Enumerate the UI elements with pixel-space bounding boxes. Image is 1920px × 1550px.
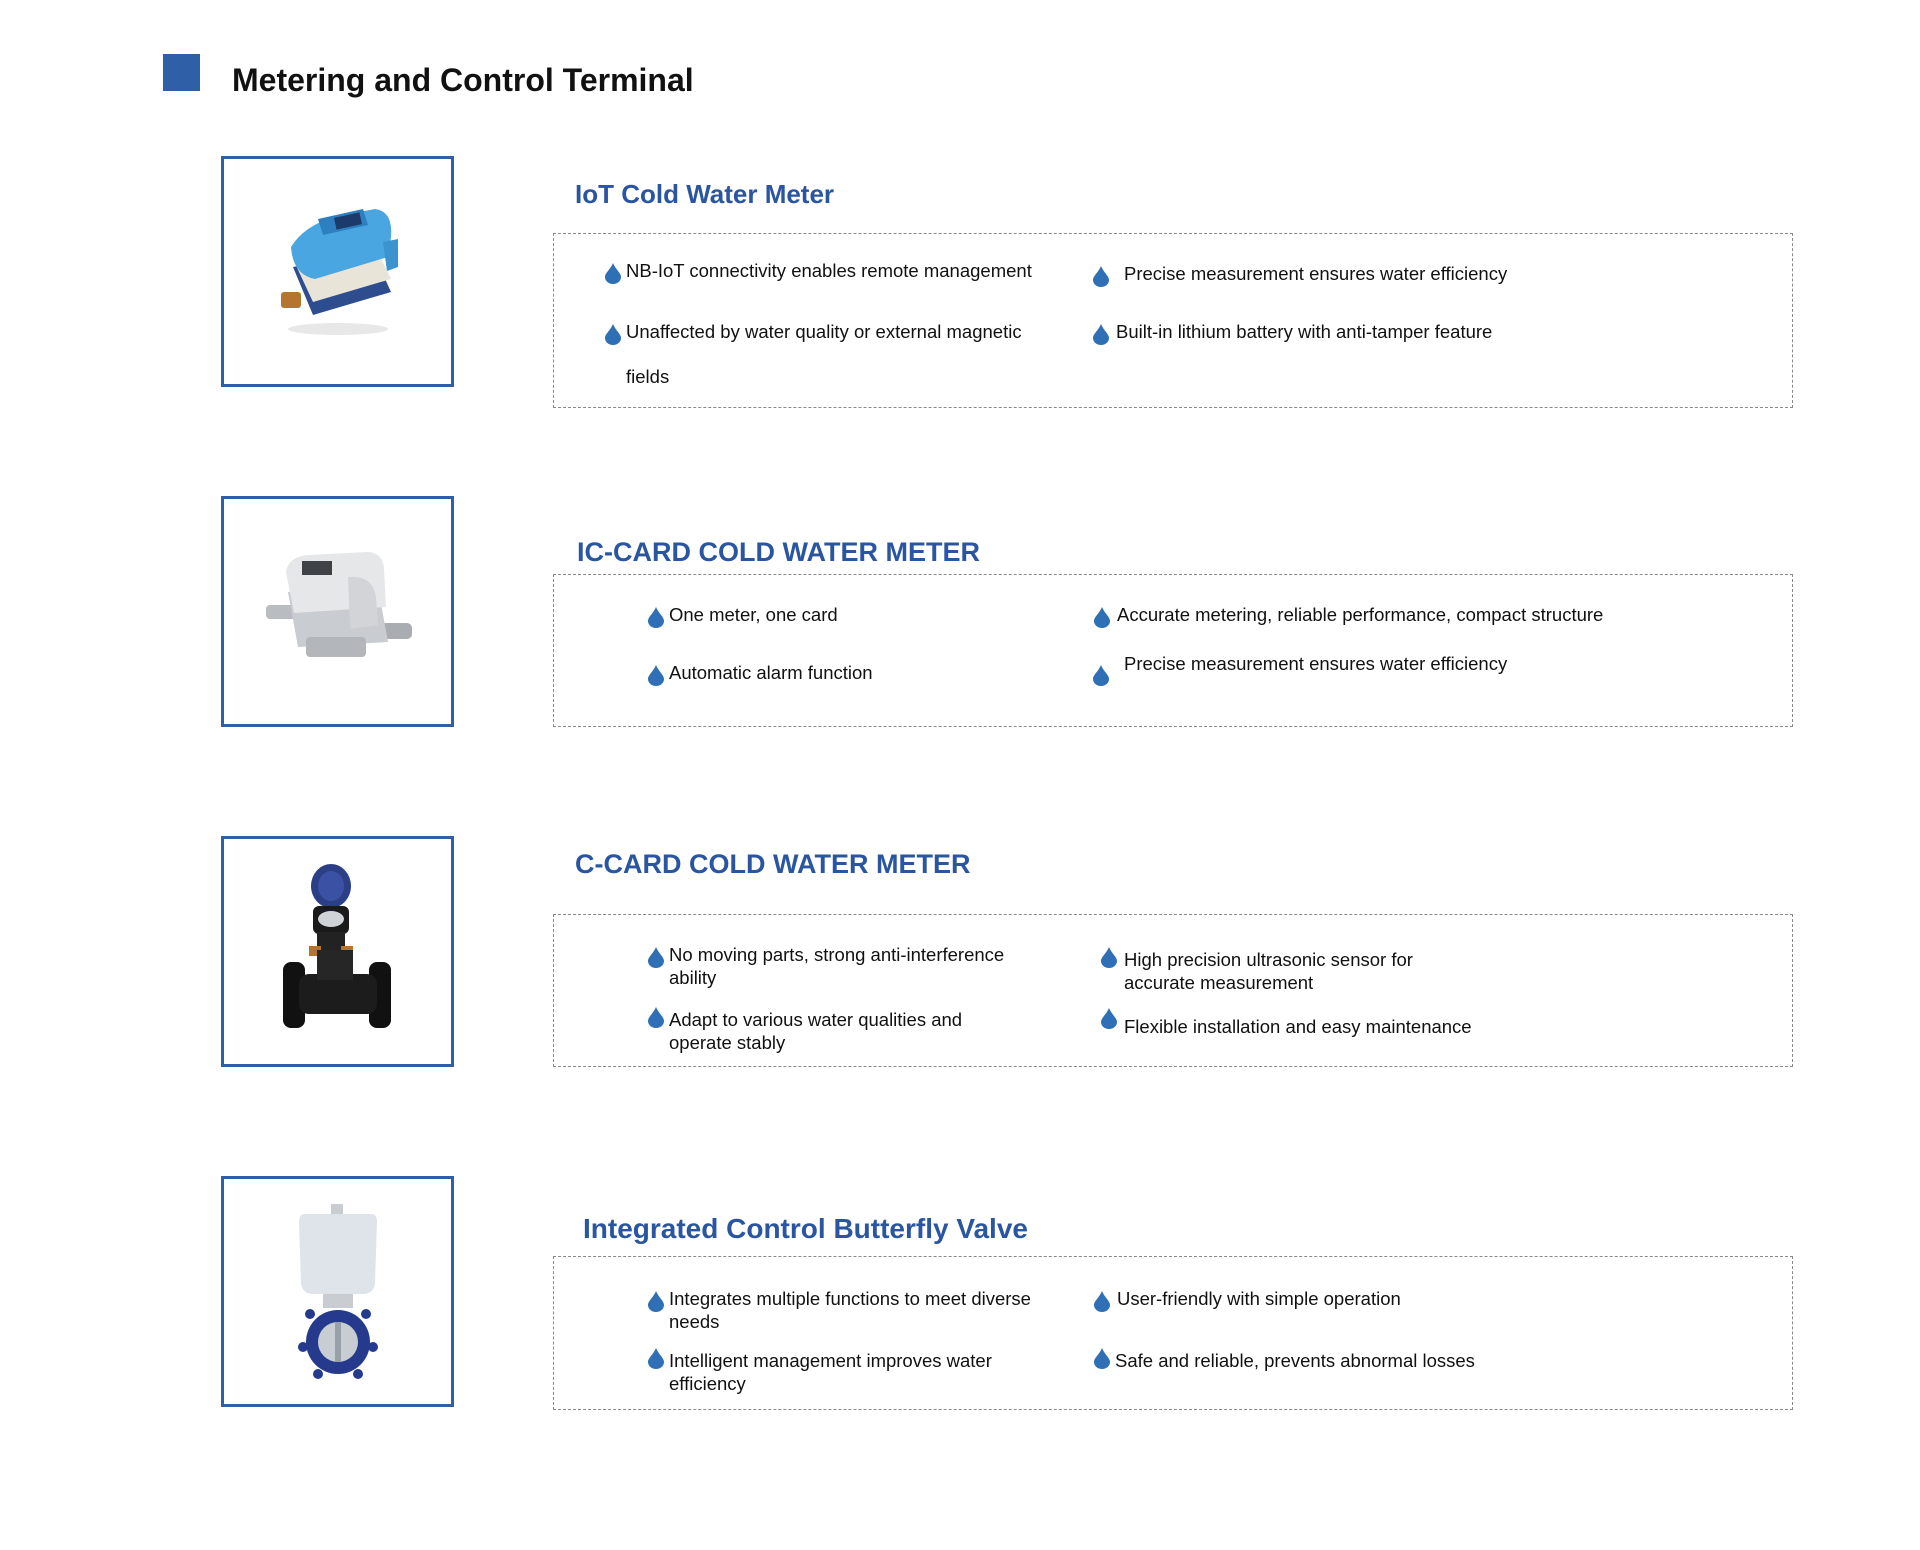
feature-item (669, 943, 1004, 989)
water-drop-icon (604, 323, 622, 345)
water-drop-icon (1093, 1290, 1111, 1312)
feature-text: Adapt to various water qualities and (669, 1009, 963, 1030)
feature-item (669, 1349, 992, 1395)
water-drop-icon (604, 262, 622, 284)
feature-text: Intelligent management improves water (669, 1350, 992, 1371)
water-drop-icon (647, 946, 665, 968)
feature-item (1124, 948, 1413, 994)
product-card (0, 836, 1920, 1076)
feature-text: Accurate metering, reliable performance, compact structure (1117, 604, 1604, 625)
feature-text: High precision ultrasonic sensor for (1124, 949, 1413, 970)
page-title: Metering and Control Terminal (232, 62, 694, 98)
feature-text: No moving parts, strong anti-interference (669, 944, 1005, 965)
flanged-water-meter-icon (273, 864, 403, 1039)
product-title: IC-CARD COLD WATER METER (577, 537, 980, 567)
feature-item (1124, 262, 1507, 285)
product-title: Integrated Control Butterfly Valve (583, 1213, 1028, 1244)
water-drop-icon (647, 1347, 665, 1369)
feature-box (553, 233, 1793, 408)
water-drop-icon (647, 606, 665, 628)
feature-item (669, 603, 838, 626)
product-image (221, 836, 454, 1067)
feature-box (553, 574, 1793, 727)
feature-text-continued: operate stably (669, 1032, 786, 1053)
product-card (0, 496, 1920, 736)
feature-text-continued: accurate measurement (1124, 972, 1314, 993)
feature-text: Built-in lithium battery with anti-tamper feature (1116, 321, 1493, 342)
feature-box (553, 1256, 1793, 1410)
feature-item (626, 259, 1032, 282)
feature-item (1117, 603, 1603, 626)
section-marker (163, 54, 200, 91)
feature-item (669, 661, 873, 684)
water-drop-icon (647, 1006, 665, 1028)
feature-item (626, 320, 1022, 388)
butterfly-valve-icon (283, 1202, 393, 1382)
water-drop-icon (1100, 1007, 1118, 1029)
product-card (0, 1176, 1920, 1416)
water-drop-icon (647, 1290, 665, 1312)
feature-box (553, 914, 1793, 1067)
feature-text: Automatic alarm function (669, 662, 873, 683)
feature-text: Safe and reliable, prevents abnormal losses (1115, 1350, 1475, 1371)
feature-text: One meter, one card (669, 604, 838, 625)
ic-card-water-meter-icon (258, 547, 418, 677)
product-title: IoT Cold Water Meter (575, 179, 835, 209)
feature-text: NB-IoT connectivity enables remote management (626, 260, 1032, 281)
feature-text-continued: ability (669, 967, 717, 988)
feature-text-continued: efficiency (669, 1373, 746, 1394)
feature-text: User-friendly with simple operation (1117, 1288, 1401, 1309)
water-drop-icon (1093, 606, 1111, 628)
smart-water-meter-icon (263, 197, 413, 347)
feature-item (669, 1008, 962, 1054)
feature-text: Unaffected by water quality or external magnetic (626, 321, 1022, 342)
water-drop-icon (1092, 323, 1110, 345)
feature-text-continued: fields (626, 366, 670, 387)
product-card (0, 156, 1920, 396)
feature-item (1115, 1349, 1475, 1372)
feature-item (1116, 320, 1492, 343)
feature-item (1117, 1287, 1401, 1310)
feature-item (669, 1287, 1031, 1333)
water-drop-icon (1093, 1347, 1111, 1369)
product-title: C-CARD COLD WATER METER (575, 849, 971, 879)
feature-item (1124, 1015, 1472, 1038)
product-image (221, 496, 454, 727)
feature-text: Precise measurement ensures water efficiency (1124, 653, 1508, 674)
product-image (221, 156, 454, 387)
feature-item (1124, 652, 1507, 675)
product-image (221, 1176, 454, 1407)
feature-text: Integrates multiple functions to meet diverse (669, 1288, 1031, 1309)
feature-text-continued: needs (669, 1311, 720, 1332)
feature-text: Precise measurement ensures water efficiency (1124, 263, 1508, 284)
water-drop-icon (647, 664, 665, 686)
water-drop-icon (1092, 664, 1110, 686)
water-drop-icon (1092, 265, 1110, 287)
feature-text: Flexible installation and easy maintenance (1124, 1016, 1472, 1037)
water-drop-icon (1100, 946, 1118, 968)
